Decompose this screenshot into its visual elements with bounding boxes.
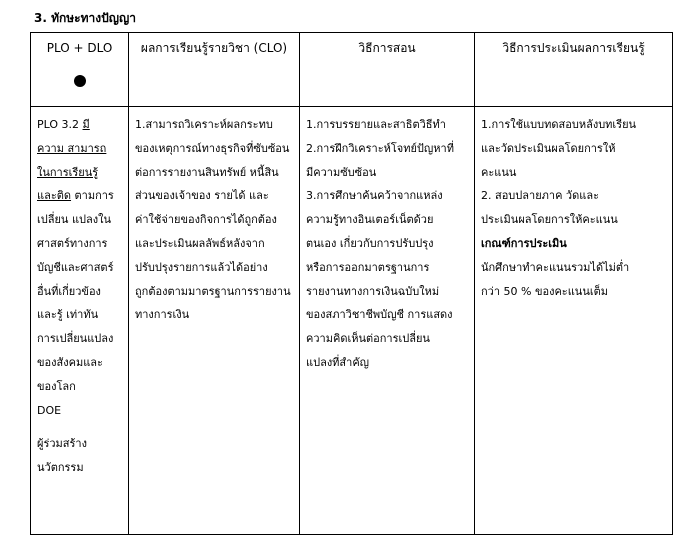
header-plo-dlo: [31, 33, 129, 107]
plo-line: ในการเรียนรู้: [37, 165, 99, 179]
doe-label: DOE: [37, 403, 62, 417]
header-teaching-method-label: วิธีการสอน: [358, 41, 416, 55]
header-assessment-method-label: วิธีการประเมินผลการเรียนรู้: [502, 41, 645, 55]
teaching-line: 2.การฝึกวิเคราะห์โจทย์ปัญหาที่: [306, 141, 454, 155]
assessment-line: นักศึกษาทำคะแนนรวมได้ไม่ต่ำ: [481, 260, 630, 274]
clo-line: 1.สามารถวิเคราะห์ผลกระทบ: [135, 118, 273, 131]
assessment-line: 2. สอบปลายภาค วัดและ: [481, 189, 599, 203]
plo-line: เปลี่ยน แปลงใน: [37, 213, 112, 227]
clo-line: ปรับปรุงรายการแล้วได้อย่าง: [135, 260, 268, 274]
assessment-line: และวัดประเมินผลโดยการให้: [481, 141, 616, 155]
teaching-line: มีความซับซ้อน: [306, 165, 377, 179]
header-assessment-method: [475, 33, 673, 107]
spacer: [37, 422, 128, 432]
plo-line: ศาสตร์ทางการ: [37, 236, 108, 250]
teaching-line: แปลงที่สำคัญ: [306, 355, 370, 369]
plo-underlined-text: และติด: [37, 189, 72, 203]
header-clo-label: ผลการเรียนรู้รายวิชา (CLO): [140, 41, 288, 55]
teaching-line: ของสภาวิชาชีพบัญชี การแสดง: [306, 308, 453, 322]
teaching-line: รายงานทางการเงินฉบับใหม่: [306, 284, 440, 298]
plo-text: ตามการ: [71, 189, 114, 203]
plo-line: บัญชีและศาสตร์: [37, 260, 114, 274]
plo-line: การเปลี่ยนแปลง: [37, 332, 114, 346]
header-plo-dlo-label: PLO + DLO: [46, 41, 113, 55]
plo-line: [37, 184, 128, 208]
clo-line: ส่วนของเจ้าของ รายได้ และ: [135, 189, 269, 203]
assessment-line: กว่า 50 % ของคะแนนเต็ม: [481, 284, 608, 298]
teaching-line: 3.การศึกษาค้นคว้าจากแหล่ง: [306, 189, 443, 203]
bullet-dot: [74, 75, 86, 87]
skills-table: [30, 32, 673, 535]
doe-line: ผู้ร่วมสร้าง: [37, 437, 87, 451]
plo-line: ของโลก: [37, 379, 76, 393]
plo-line: อื่นที่เกี่ยวข้อง: [37, 284, 101, 298]
plo-line: ความ สามารถ: [37, 141, 107, 155]
plo-line: [37, 113, 128, 137]
plo-underlined-text: มี: [82, 118, 90, 131]
section-heading: 3. ทักษะทางปัญญา: [34, 11, 136, 25]
doe-line: นวัตกรรม: [37, 461, 84, 475]
cell-teaching-method: [300, 107, 475, 535]
clo-line: ของเหตุการณ์ทางธุรกิจที่ซับซ้อน: [135, 141, 290, 155]
cell-plo-dlo: [31, 107, 129, 535]
teaching-line: ตนเอง เกี่ยวกับการปรับปรุง: [306, 236, 434, 250]
teaching-line: หรือการออกมาตรฐานการ: [306, 260, 430, 274]
table-header-row: [31, 33, 673, 107]
clo-line: ทางการเงิน: [135, 308, 190, 322]
clo-line: ต่อการรายงานสินทรัพย์ หนี้สิน: [135, 165, 279, 179]
table-row: [31, 107, 673, 535]
plo-line: ของสังคมและ: [37, 355, 103, 369]
assessment-line: ประเมินผลโดยการให้คะแนน: [481, 213, 618, 227]
cell-assessment-method: [475, 107, 673, 535]
plo-code: PLO 3.2: [37, 118, 83, 131]
header-clo: [129, 33, 300, 107]
clo-line: ถูกต้องตามมาตรฐานการรายงาน: [135, 284, 291, 298]
teaching-line: ความรู้ทางอินเตอร์เน็ตด้วย: [306, 213, 434, 227]
header-teaching-method: [300, 33, 475, 107]
assessment-line: 1.การใช้แบบทดสอบหลังบทเรียน: [481, 118, 637, 131]
assessment-line: คะแนน: [481, 165, 517, 179]
assessment-criteria-heading: เกณฑ์การประเมิน: [481, 236, 567, 250]
cell-clo: [129, 107, 300, 535]
plo-line: และรู้ เท่าทัน: [37, 308, 99, 322]
clo-line: และประเมินผลลัพธ์หลังจาก: [135, 236, 265, 250]
clo-line: ค่าใช้จ่ายของกิจการได้ถูกต้อง: [135, 213, 277, 227]
teaching-line: 1.การบรรยายและสาธิตวิธีทำ: [306, 118, 446, 131]
teaching-line: ความคิดเห็นต่อการเปลี่ยน: [306, 332, 430, 346]
